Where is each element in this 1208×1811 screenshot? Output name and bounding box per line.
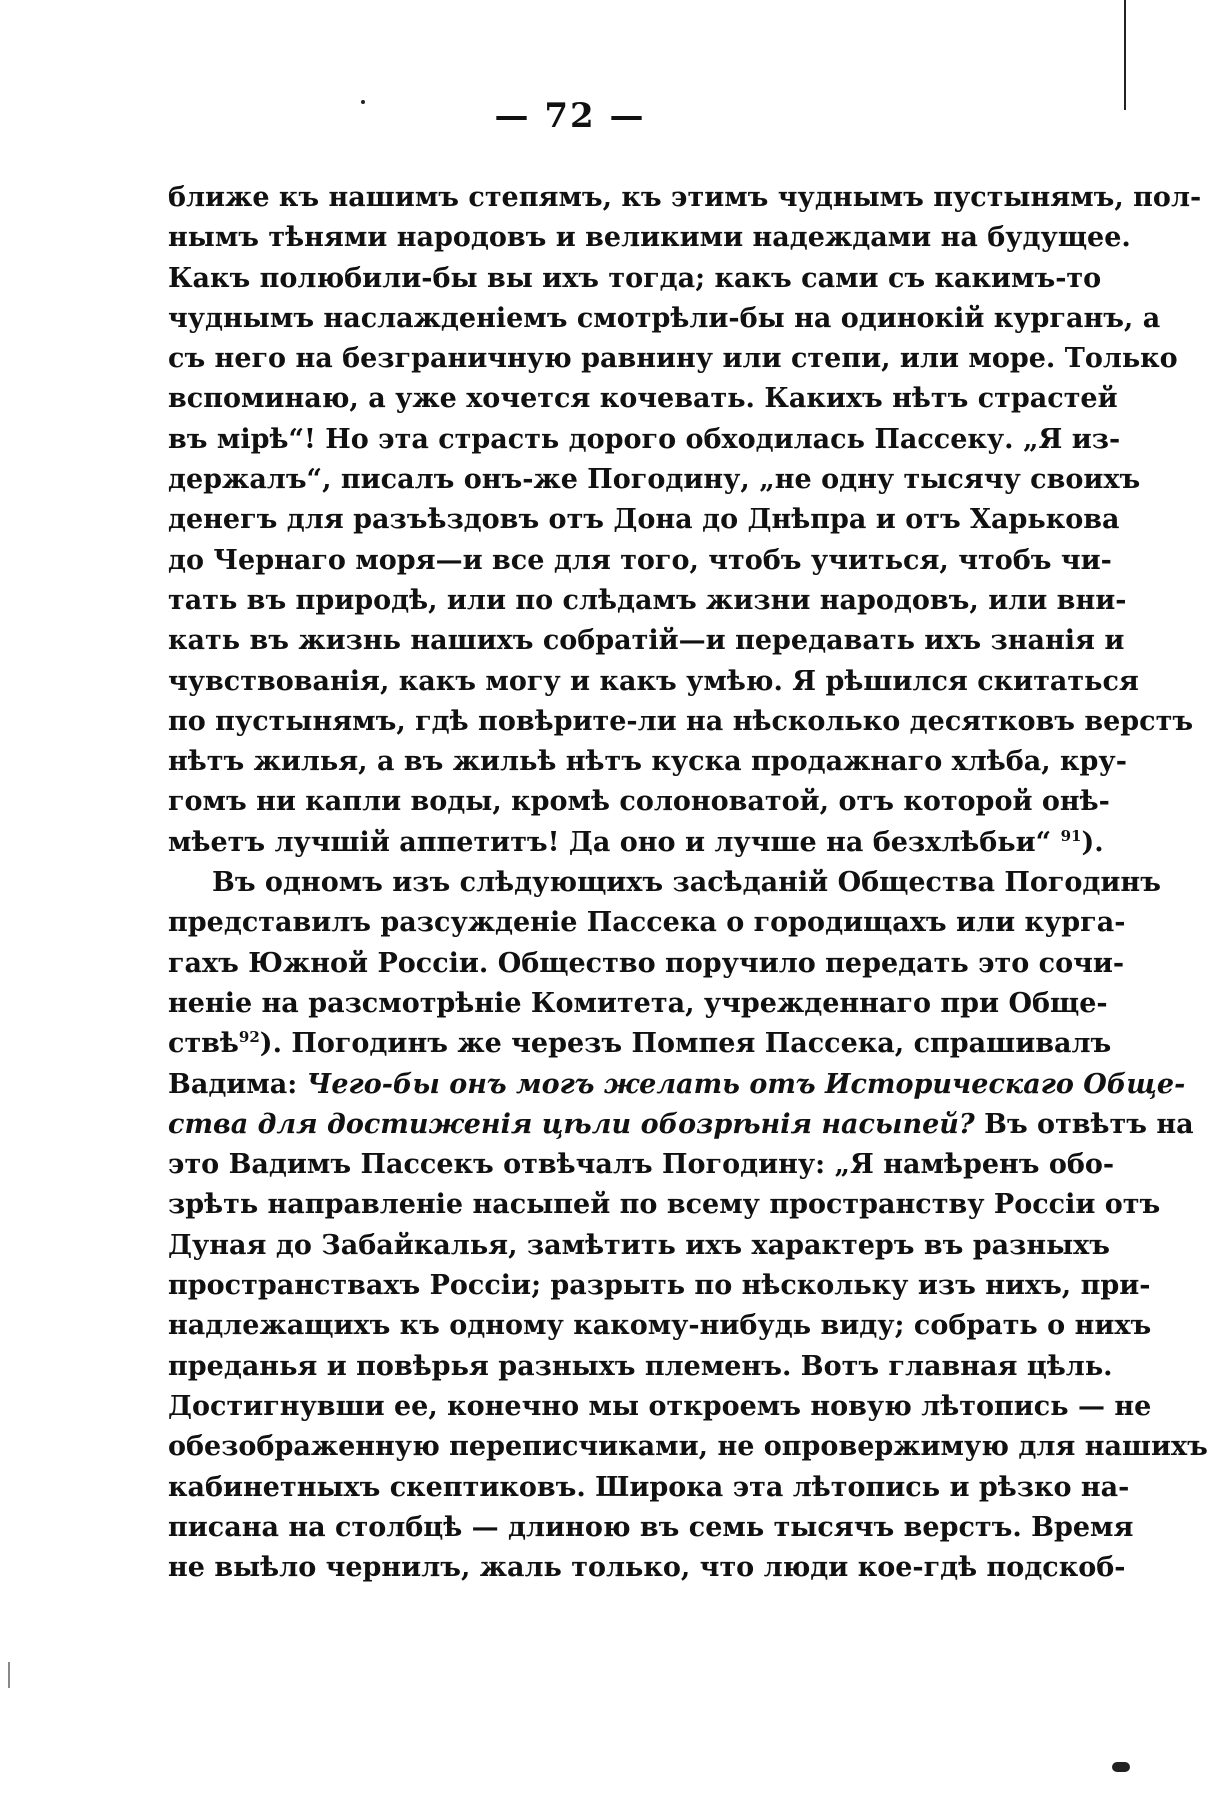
page-number: — 72 — [494, 96, 646, 136]
text-line: кабинетныхъ скептиковъ. Широка эта лѣтопись и рѣзко на- [168, 1471, 1130, 1503]
text-line: кать въ жизнь нашихъ собратій—и передавать ихъ знанія и [168, 625, 1125, 657]
scan-speck [361, 100, 365, 104]
text-line: обезображенную переписчиками, не опровержимую для нашихъ [168, 1431, 1208, 1463]
footnote-ref: 92 [238, 1028, 260, 1047]
text-line [168, 1065, 1186, 1105]
footnote-ref: 91 [1060, 826, 1082, 845]
text-line [168, 823, 1104, 863]
text-span: Въ отвѣтъ на [984, 1108, 1194, 1140]
text-line: въ мірѣ“! Но эта страсть дорого обходилась Пассеку. „Я из- [168, 423, 1121, 455]
text-line: нымъ тѣнями народовъ и великими надеждами на будущее. [168, 222, 1131, 254]
text-span: ). [1081, 826, 1104, 858]
text-line: писана на столбцѣ — длиною въ семь тысячъ верстъ. Время [168, 1511, 1134, 1543]
paragraph-start-line: Въ одномъ изъ слѣдующихъ засѣданій Общества Погодинъ [212, 867, 1161, 899]
scan-edge-mark [8, 1662, 10, 1688]
text-line: гомъ ни капли воды, кромѣ солоноватой, отъ которой онѣ- [168, 786, 1110, 818]
text-line: до Чернаго моря—и все для того, чтобъ учиться, чтобъ чи- [168, 544, 1112, 576]
text-span: ствѣ [168, 1028, 239, 1060]
text-line: надлежащихъ къ одному какому-нибудь виду; собрать о нихъ [168, 1310, 1152, 1342]
text-line: пространствахъ Россіи; разрыть по нѣскольку изъ нихъ, при- [168, 1270, 1151, 1302]
text-line: преданья и повѣрья разныхъ племенъ. Вотъ главная цѣль. [168, 1350, 1113, 1382]
text-line: держалъ“, писалъ онъ-же Погодину, „не одну тысячу своихъ [168, 464, 1141, 496]
text-line: не выѣло чернилъ, жаль только, что люди кое-гдѣ подскоб- [168, 1552, 1126, 1584]
scan-blot [1112, 1762, 1130, 1772]
text-line: тать въ природѣ, или по слѣдамъ жизни народовъ, или вни- [168, 584, 1127, 616]
text-line: съ него на безграничную равнину или степи, или море. Только [168, 343, 1178, 375]
text-line [168, 1024, 1112, 1064]
text-line: Достигнувши ее, конечно мы откроемъ новую лѣтопись — не [168, 1390, 1152, 1422]
text-line: гахъ Южной Россіи. Общество поручило передать это сочи- [168, 947, 1125, 979]
text-span: мѣетъ лучшій аппетитъ! Да оно и лучше на безхлѣбьи“ [168, 826, 1052, 858]
text-span: Вадима: [168, 1068, 298, 1100]
italic-question: Чего-бы онъ могъ желать отъ Историческаго Обще- [306, 1068, 1186, 1100]
text-line: неніе на разсмотрѣніе Комитета, учрежденнаго при Обще- [168, 987, 1108, 1019]
scan-edge-mark [1124, 0, 1126, 110]
text-line: ближе къ нашимъ степямъ, къ этимъ чуднымъ пустынямъ, пол- [168, 182, 1202, 213]
text-line: денегъ для разъѣздовъ отъ Дона до Днѣпра и отъ Харькова [168, 504, 1120, 536]
text-line: зрѣть направленіе насыпей по всему пространству Россіи отъ [168, 1189, 1161, 1221]
italic-question: ства для достиженія цѣли обозрѣнія насыпей? [168, 1108, 975, 1140]
body-text [168, 178, 1208, 1588]
text-line: нѣтъ жилья, а въ жильѣ нѣтъ куска продажнаго хлѣба, кру- [168, 746, 1127, 778]
text-line: Дуная до Забайкалья, замѣтить ихъ характеръ въ разныхъ [168, 1229, 1110, 1261]
text-line [168, 1105, 1194, 1145]
text-line: вспоминаю, а уже хочется кочевать. Какихъ нѣтъ страстей [168, 383, 1118, 415]
text-line: чуднымъ наслажденіемъ смотрѣли-бы на одинокій курганъ, а [168, 302, 1161, 334]
text-line: представилъ разсужденіе Пассека о городищахъ или курга- [168, 907, 1126, 939]
text-line: это Вадимъ Пассекъ отвѣчалъ Погодину: „Я намѣренъ обо- [168, 1149, 1115, 1181]
text-line: чувствованія, какъ могу и какъ умѣю. Я рѣшился скитаться [168, 665, 1139, 697]
text-line: по пустынямъ, гдѣ повѣрите-ли на нѣсколько десятковъ верстъ [168, 705, 1194, 737]
text-line: Какъ полюбили-бы вы ихъ тогда; какъ сами съ какимъ-то [168, 262, 1102, 294]
text-span: ). Погодинъ же черезъ Помпея Пассека, спрашивалъ [259, 1028, 1112, 1060]
